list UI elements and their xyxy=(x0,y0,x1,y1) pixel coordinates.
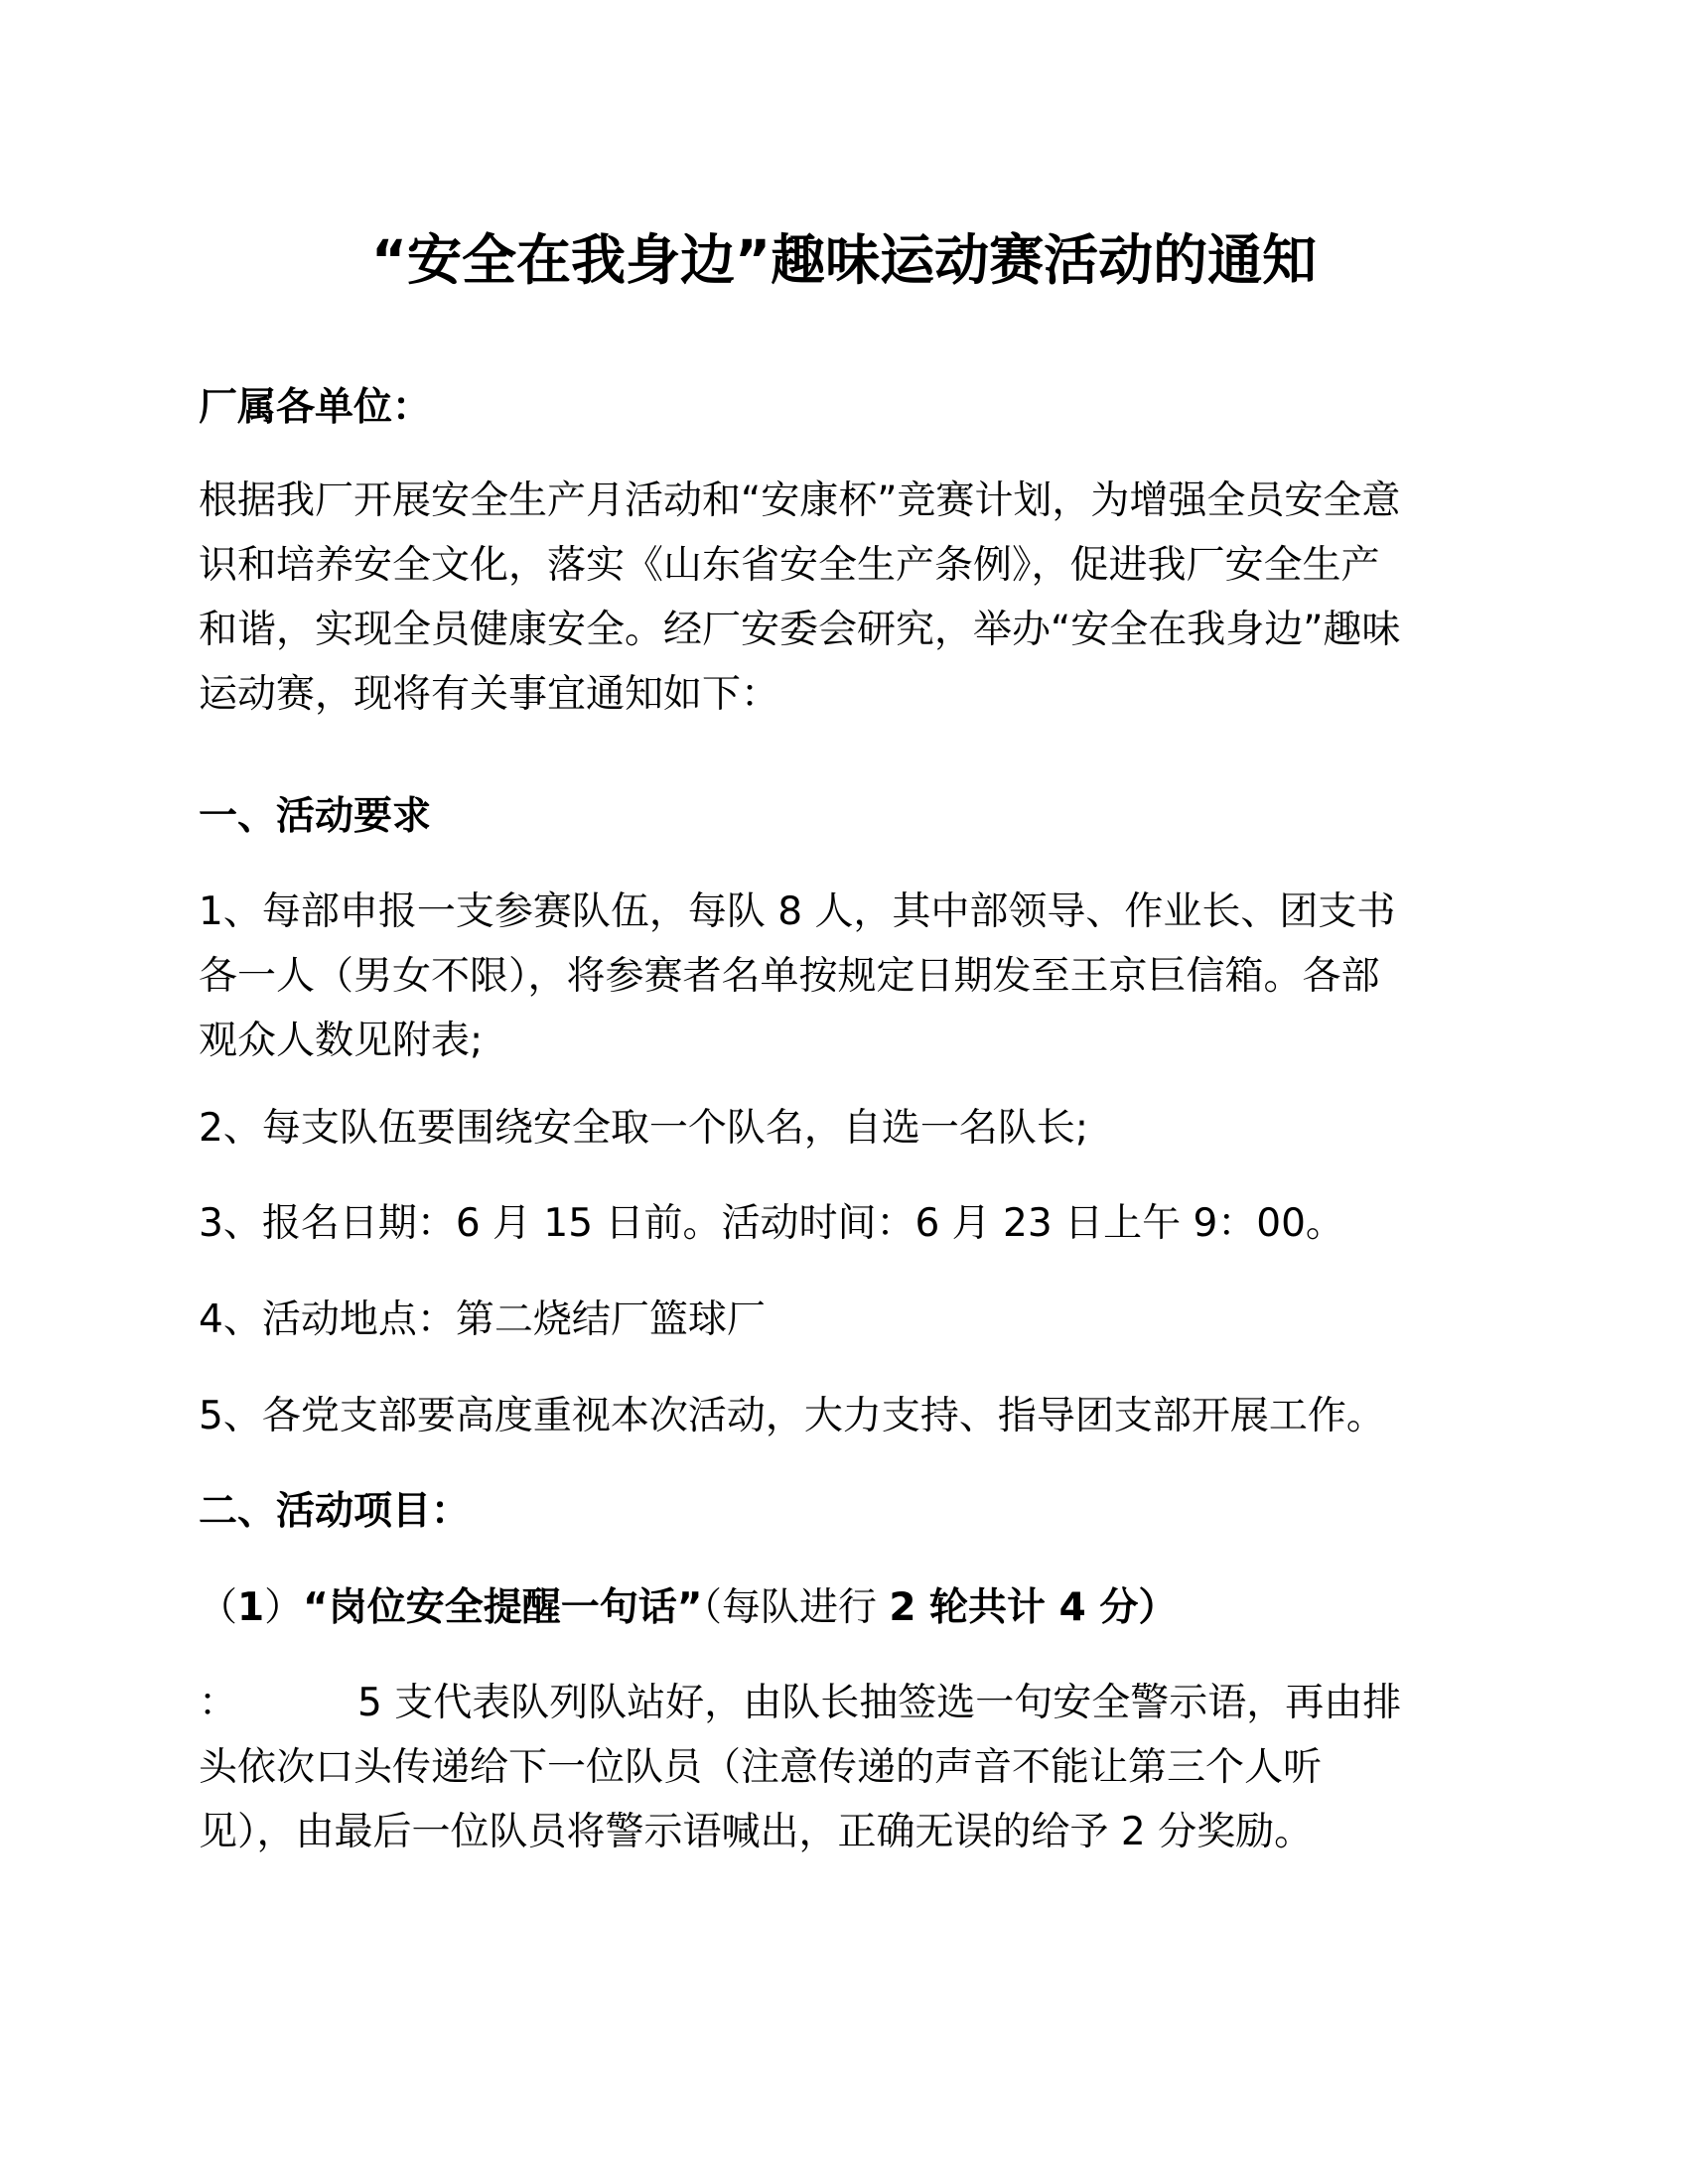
requirement-item-2: 2、每支队伍要围绕安全取一个队名，自选一名队长; xyxy=(199,1106,1088,1151)
project-open-paren: （ xyxy=(199,1585,238,1630)
intro-line: 和谐，实现全员健康安全。经厂安委会研究，举办“安全在我身边”趣味 xyxy=(199,608,1401,652)
rule-line-1 xyxy=(199,1671,1489,1735)
rule-line: 见），由最后一位队员将警示语喊出，正确无误的给予 2 分奖励。 xyxy=(199,1810,1314,1854)
rule-line: 头依次口头传递给下一位队员（注意传递的声音不能让第三个人听 xyxy=(199,1745,1323,1790)
intro-line: 根据我厂开展安全生产月活动和“安康杯”竞赛计划，为增强全员安全意 xyxy=(199,478,1401,523)
document-title: “安全在我身边”趣味运动赛活动的通知 xyxy=(370,228,1318,292)
requirement-line: 各一人（男女不限），将参赛者名单按规定日期发至王京巨信箱。各部 xyxy=(199,954,1380,999)
intro-line: 运动赛，现将有关事宜通知如下： xyxy=(199,672,780,717)
requirement-item-4: 4、活动地点：第二烧结厂篮球厂 xyxy=(199,1297,766,1342)
project-1-rules xyxy=(199,1671,1489,1864)
project-number: 1 xyxy=(237,1585,265,1630)
project-score-note: （每队进行 xyxy=(702,1585,890,1630)
salutation: 厂属各单位： xyxy=(199,385,432,430)
project-close-paren: ） xyxy=(264,1585,304,1630)
rule-colon: ： xyxy=(199,1681,238,1725)
requirement-line: 观众人数见附表; xyxy=(199,1019,484,1063)
project-score-bold: 2 轮共计 4 分） xyxy=(889,1585,1178,1630)
requirement-item-3: 3、报名日期：6 月 15 日前。活动时间：6 月 23 日上午 9：00。 xyxy=(199,1201,1344,1246)
requirement-line: 1、每部申报一支参赛队伍，每队 8 人，其中部领导、作业长、团支书 xyxy=(199,889,1396,934)
rule-text: 5 支代表队列队站好，由队长抽签选一句安全警示语，再由排 xyxy=(357,1681,1402,1725)
section1-heading: 一、活动要求 xyxy=(199,794,432,839)
section2-heading: 二、活动项目： xyxy=(199,1489,471,1534)
intro-paragraph xyxy=(199,469,1489,727)
project-name: “岗位安全提醒一句话” xyxy=(303,1585,703,1630)
project-1-heading xyxy=(199,1575,1489,1640)
requirement-item-5: 5、各党支部要高度重视本次活动，大力支持、指导团支部开展工作。 xyxy=(199,1394,1385,1438)
requirement-item-1 xyxy=(199,880,1489,1073)
intro-line: 识和培养安全文化，落实《山东省安全生产条例》，促进我厂安全生产 xyxy=(199,543,1380,588)
